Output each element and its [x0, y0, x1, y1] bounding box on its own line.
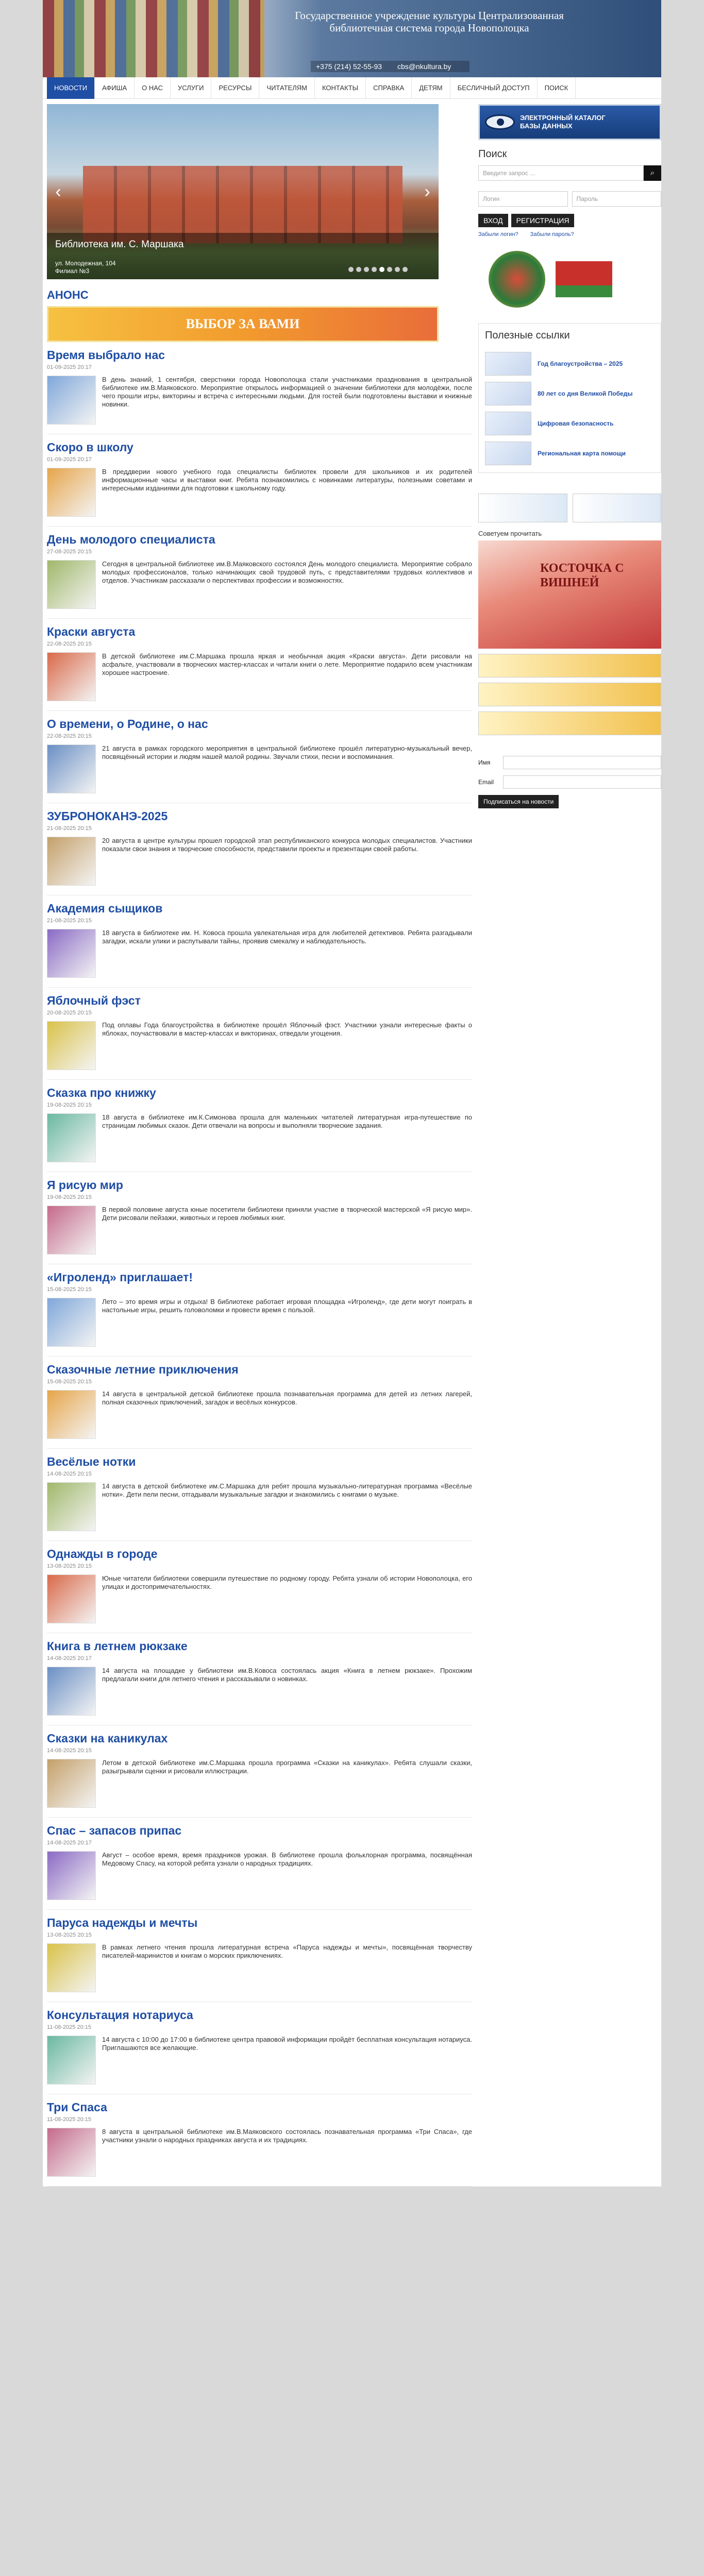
news-thumbnail[interactable]	[47, 652, 96, 701]
news-thumbnail[interactable]	[47, 2128, 96, 2177]
state-symbols	[489, 251, 661, 308]
anons-banner[interactable]: ВЫБОР ЗА ВАМИ	[47, 306, 439, 342]
news-item	[47, 1172, 472, 1264]
map-logo-icon	[485, 442, 531, 465]
news-item	[47, 2094, 472, 2187]
news-title[interactable]: Спас – запасов припас	[47, 1824, 182, 1837]
news-title[interactable]: Краски августа	[47, 625, 136, 638]
year-logo-icon	[485, 352, 531, 376]
news-thumbnail[interactable]	[47, 1390, 96, 1439]
news-item	[47, 1449, 472, 1541]
news-item	[47, 1264, 472, 1357]
news-thumbnail[interactable]	[47, 929, 96, 978]
victory-logo-icon	[485, 382, 531, 405]
nav-readers[interactable]: ЧИТАТЕЛЯМ	[259, 77, 315, 99]
news-text: 14 августа в центральной детской библиотеке прошла познавательная программа для детей из летних лагерей, полная сказочных приключений, загадок и весёлых конкурсов.	[102, 1390, 472, 1406]
news-text: Юные читатели библиотеки совершили путешествие по родному городу. Ребята узнали об истории Новополоцка, его улицах и достопримечательностях.	[102, 1574, 472, 1590]
side-banner[interactable]	[478, 683, 661, 706]
partner-banner[interactable]	[478, 494, 567, 522]
news-date: 14-08-2025 20:15	[47, 1471, 92, 1477]
slider-caption	[47, 233, 439, 279]
news-date: 13-08-2025 20:15	[47, 1932, 92, 1938]
useful-links-title: Полезные ссылки	[485, 330, 570, 341]
news-thumbnail[interactable]	[47, 1851, 96, 1900]
useful-link[interactable]: 80 лет со дня Великой Победы	[485, 379, 655, 409]
news-text: 18 августа в библиотеке им. Н. Ковоса прошла увлекательная игра для любителей детективов. Ребята разгадывали загадки, искали улики и распутывали тайны, проявив смекалку и наблюдательность.	[102, 929, 472, 945]
slider-caption-line: ул. Молодежная, 104	[55, 260, 116, 267]
nav-children[interactable]: ДЕТЯМ	[412, 77, 450, 99]
login-button[interactable]: ВХОД	[478, 214, 508, 227]
slider-dot[interactable]	[395, 267, 400, 272]
news-title[interactable]: Я рисую мир	[47, 1178, 123, 1192]
slider-caption-line: Филиал №3	[55, 267, 90, 275]
main-column	[47, 104, 472, 2187]
news-text: 14 августа с 10:00 до 17:00 в библиотеке центра правовой информации пройдёт бесплатная консультация нотариуса. Приглашаются все желающие.	[102, 2036, 472, 2052]
news-item	[47, 527, 472, 619]
news-thumbnail[interactable]	[47, 1113, 96, 1162]
news-title[interactable]: Время выбрало нас	[47, 348, 165, 362]
partner-banners	[478, 494, 661, 522]
news-date: 27-08-2025 20:15	[47, 549, 92, 555]
search-input[interactable]: Введите запрос ...	[478, 165, 644, 181]
news-title[interactable]: Сказки на каникулах	[47, 1732, 168, 1745]
news-item	[47, 1818, 472, 1910]
news-title[interactable]: День молодого специалиста	[47, 533, 215, 546]
news-date: 20-08-2025 20:15	[47, 1010, 92, 1016]
header-contacts	[311, 61, 470, 72]
news-title[interactable]: Консультация нотариуса	[47, 2008, 193, 2022]
side-banners	[478, 654, 661, 735]
news-text: В первой половине августа юные посетители библиотеки приняли участие в творческой мастерской «Я рисую мир». Дети рисовали пейзажи, животных и героев любимых книг.	[102, 1206, 472, 1222]
news-title[interactable]: Паруса надежды и мечты	[47, 1916, 198, 1929]
news-item	[47, 1080, 472, 1172]
email-input[interactable]	[503, 775, 661, 789]
news-item	[47, 1910, 472, 2002]
news-date: 15-08-2025 20:15	[47, 1286, 92, 1293]
news-date: 13-08-2025 20:15	[47, 1563, 92, 1569]
news-text: Сегодня в центральной библиотеке им.В.Маяковского состоялся День молодого специалиста. Мероприятие собрало молодых профессионалов, только начинающих свой трудовой путь, с представителями трудовых коллективов и отделов. Участникам рассказали о перспективах профессии и возможностях.	[102, 560, 472, 584]
subscribe-form	[478, 756, 661, 808]
slider-building-image	[83, 166, 403, 243]
sidebar	[478, 104, 661, 2187]
news-title[interactable]: О времени, о Родине, о нас	[47, 717, 208, 731]
news-title[interactable]: Сказка про книжку	[47, 1086, 156, 1099]
register-button[interactable]: РЕГИСТРАЦИЯ	[511, 214, 575, 227]
news-title[interactable]: Книга в летнем рюкзаке	[47, 1639, 188, 1653]
coat-of-arms-image[interactable]	[489, 251, 545, 308]
news-thumbnail[interactable]	[47, 376, 96, 425]
book-title: КОСТОЧКА С ВИШНЕЙ	[540, 562, 624, 589]
name-input[interactable]	[503, 756, 661, 769]
page	[43, 0, 661, 2187]
news-date: 19-08-2025 20:15	[47, 1102, 92, 1108]
news-date: 11-08-2025 20:15	[47, 2024, 92, 2030]
name-label: Имя	[478, 759, 491, 766]
news-thumbnail[interactable]	[47, 1759, 96, 1808]
news-date: 22-08-2025 20:15	[47, 733, 92, 739]
news-text: В преддверии нового учебного года специалисты библиотек провели для школьников и их родителей информационные часы и выставки книг. Ребята познакомились с новинками литературы, полезными советами и интересными изданиями для подготовки к школьному году.	[102, 468, 472, 492]
news-text: Под оплавы Года благоустройства в библиотеке прошёл Яблочный фэст. Участники узнали интересные факты о яблоках, поучаствовали в мастер-классах и викторинах, отведали угощения.	[102, 1021, 472, 1037]
news-date: 01-09-2025 20:17	[47, 456, 92, 463]
news-title[interactable]: «Игроленд» приглашает!	[47, 1270, 193, 1284]
news-date: 11-08-2025 20:15	[47, 2116, 92, 2123]
login-input[interactable]: Логин	[478, 191, 568, 207]
news-item	[47, 988, 472, 1080]
header-books-image	[43, 0, 264, 77]
slider-next-icon[interactable]: ›	[424, 182, 430, 201]
nav-contacts[interactable]: КОНТАКТЫ	[315, 77, 366, 99]
news-text: 14 августа в детской библиотеке им.С.Маршака для ребят прошла музыкально-литературная программа «Весёлые нотки». Дети пели песни, отгадывали музыкальные загадки и знакомились с книгами о музыке.	[102, 1482, 472, 1498]
nav-free-access[interactable]: БЕСЛИЧНЫЙ ДОСТУП	[450, 77, 538, 99]
nav-services[interactable]: УСЛУГИ	[171, 77, 211, 99]
news-thumbnail[interactable]	[47, 1021, 96, 1070]
search-form	[478, 165, 661, 181]
news-thumbnail[interactable]	[47, 560, 96, 609]
news-text: Лето – это время игры и отдыха! В библиотеке работает игровая площадка «Игроленд», где дети могут поиграть в настольные игры, решить головоломки и провести время с пользой.	[102, 1298, 472, 1314]
news-text: Август – особое время, время праздников урожая. В библиотеке прошла фольклорная программа, посвящённая Медовому Спасу, на которой ребята узнали о народных традициях.	[102, 1851, 472, 1867]
news-date: 15-08-2025 20:15	[47, 1379, 92, 1385]
useful-link[interactable]: Региональная карта помощи	[485, 438, 655, 468]
news-thumbnail[interactable]	[47, 468, 96, 517]
news-item	[47, 803, 472, 895]
news-thumbnail[interactable]	[47, 1206, 96, 1255]
slider-dot[interactable]	[364, 267, 369, 272]
main-nav	[43, 77, 661, 99]
news-item	[47, 1633, 472, 1725]
news-item	[47, 342, 472, 434]
slider-dots	[348, 267, 408, 272]
side-banner[interactable]	[478, 711, 661, 735]
news-thumbnail[interactable]	[47, 744, 96, 793]
news-item	[47, 1541, 472, 1633]
news-text: 8 августа в центральной библиотеке им.В.Маяковского состоялась познавательная программа «Три Спаса», где участники узнали о народных праздниках августа и их традициях.	[102, 2128, 472, 2144]
news-thumbnail[interactable]	[47, 1298, 96, 1347]
login-form	[478, 191, 661, 207]
header-phone: +375 (214) 52-55-93	[316, 62, 382, 71]
news-date: 21-08-2025 20:15	[47, 918, 92, 924]
nav-help[interactable]: СПРАВКА	[366, 77, 412, 99]
subscribe-button[interactable]: Подписаться на новости	[478, 795, 559, 808]
news-item	[47, 1357, 472, 1449]
nav-resources[interactable]: РЕСУРСЫ	[211, 77, 259, 99]
nav-news[interactable]: НОВОСТИ	[47, 77, 95, 99]
news-title[interactable]: Яблочный фэст	[47, 994, 141, 1007]
nav-afisha[interactable]: АФИША	[95, 77, 135, 99]
catalog-title: ЭЛЕКТРОННЫЙ КАТАЛОГ	[520, 114, 606, 122]
slider-dot[interactable]	[356, 267, 361, 272]
slider-dot[interactable]	[372, 267, 377, 272]
anons-title: АНОНС	[47, 289, 89, 301]
news-thumbnail[interactable]	[47, 1574, 96, 1623]
news-thumbnail[interactable]	[47, 837, 96, 886]
useful-link[interactable]: Цифровая безопасность	[485, 409, 655, 438]
catalog-subtitle: БАЗЫ ДАННЫХ	[520, 122, 573, 130]
recommend-title: Советуем прочитать	[478, 530, 542, 537]
news-text: В день знаний, 1 сентября, сверстники города Новополоцка стали участниками празднования в центральной библиотеке им.В.Маяковского. Мероприятие открылось информацией о значении библиотеки для молодёжи, после чего прошли игры, викторины и встреча с интересными людьми. Для гостей были подготовлены выставки и книжные новинки.	[102, 376, 472, 408]
login-buttons	[478, 214, 661, 227]
useful-links	[478, 323, 661, 473]
news-item	[47, 895, 472, 988]
forgot-links	[478, 231, 661, 238]
news-text: 21 августа в рамках городского мероприятия в центральной библиотеке прошёл литературно-музыкальный вечер, посвящённый истории и людям нашей малой родины. Звучали стихи, песни и воспоминания.	[102, 744, 472, 760]
side-banner[interactable]	[478, 654, 661, 677]
news-list	[47, 342, 472, 2187]
news-date: 14-08-2025 20:17	[47, 1655, 92, 1662]
news-text: 20 августа в центре культуры прошел городской этап республиканского конкурса молодых специалистов. Участники показали свои знания и творческие способности, представили проекты и презентации своей работы.	[102, 837, 472, 853]
news-title[interactable]: Однажды в городе	[47, 1547, 158, 1561]
site-title: Государственное учреждение культуры Централизованная библиотечная система города Новополоцка	[295, 9, 564, 34]
news-date: 14-08-2025 20:15	[47, 1748, 92, 1754]
slider-dot[interactable]	[387, 267, 392, 272]
nav-about[interactable]: О НАС	[135, 77, 171, 99]
news-title[interactable]: ЗУБРОНОКАНЭ-2025	[47, 809, 168, 823]
slider-dot[interactable]	[348, 267, 354, 272]
slider-dot-active[interactable]	[379, 267, 384, 272]
header-email[interactable]: cbs@nkultura.by	[397, 62, 451, 71]
site-header	[43, 0, 661, 77]
news-text: Летом в детской библиотеке им.С.Маршака прошла программа «Сказки на каникулах». Ребята слушали сказки, разыгрывали сценки и рисовали иллюстрации.	[102, 1759, 472, 1775]
useful-link[interactable]: Год благоустройства – 2025	[485, 349, 655, 379]
news-text: В рамках летнего чтения прошла литературная встреча «Паруса надежды и мечты», посвящённая творчеству писателей-маринистов и книгам о морских приключениях.	[102, 1943, 472, 1959]
news-thumbnail[interactable]	[47, 1667, 96, 1716]
news-date: 21-08-2025 20:15	[47, 825, 92, 832]
news-title[interactable]: Весёлые нотки	[47, 1455, 136, 1468]
password-input[interactable]: Пароль	[572, 191, 662, 207]
news-title[interactable]: Три Спаса	[47, 2100, 107, 2114]
forgot-password-link[interactable]: Забыли пароль?	[530, 231, 574, 238]
news-item	[47, 2002, 472, 2094]
slider-dot[interactable]	[403, 267, 408, 272]
eye-icon	[485, 114, 515, 130]
news-date: 14-08-2025 20:17	[47, 1840, 92, 1846]
news-item	[47, 1725, 472, 1818]
image-slider[interactable]	[47, 104, 439, 279]
partner-banner[interactable]	[573, 494, 662, 522]
news-title[interactable]: Сказочные летние приключения	[47, 1363, 239, 1376]
slider-caption-title: Библиотека им. С. Маршака	[55, 239, 184, 250]
email-label: Email	[478, 778, 494, 786]
news-item	[47, 711, 472, 803]
news-date: 01-09-2025 20:17	[47, 364, 92, 370]
news-text: В детской библиотеке им.С.Маршака прошла яркая и необычная акция «Краски августа». Дети рисовали на асфальте, участвовали в творческих мастер-классах и читали книги о лете. Мероприятие подарило всем участникам хорошее настроение.	[102, 652, 472, 676]
flag-image[interactable]	[556, 261, 612, 297]
forgot-login-link[interactable]: Забыли логин?	[478, 231, 518, 238]
news-thumbnail[interactable]	[47, 1943, 96, 1992]
news-text: 14 августа на площадке у библиотеки им.В.Ковоса состоялась акция «Книга в летнем рюкзаке». Прохожим предлагали книги для летнего чтения и рассказывали о новинках.	[102, 1667, 472, 1683]
news-title[interactable]: Скоро в школу	[47, 440, 133, 454]
slider-prev-icon[interactable]: ‹	[55, 182, 61, 201]
nav-search[interactable]: ПОИСК	[538, 77, 576, 99]
search-icon[interactable]: ⌕	[644, 165, 661, 181]
news-thumbnail[interactable]	[47, 1482, 96, 1531]
news-item	[47, 619, 472, 711]
news-thumbnail[interactable]	[47, 2036, 96, 2084]
catalog-banner[interactable]	[478, 104, 661, 140]
security-logo-icon	[485, 412, 531, 435]
search-title: Поиск	[478, 148, 507, 160]
news-text: 18 августа в библиотеке им.К.Симонова прошла для маленьких читателей литературная игра-путешествие по страницам любимых сказок. Дети отвечали на вопросы и выполняли творческие задания.	[102, 1113, 472, 1129]
news-title[interactable]: Академия сыщиков	[47, 902, 163, 915]
news-date: 22-08-2025 20:15	[47, 641, 92, 647]
recommended-book[interactable]	[478, 540, 661, 649]
news-item	[47, 434, 472, 527]
news-date: 19-08-2025 20:15	[47, 1194, 92, 1200]
